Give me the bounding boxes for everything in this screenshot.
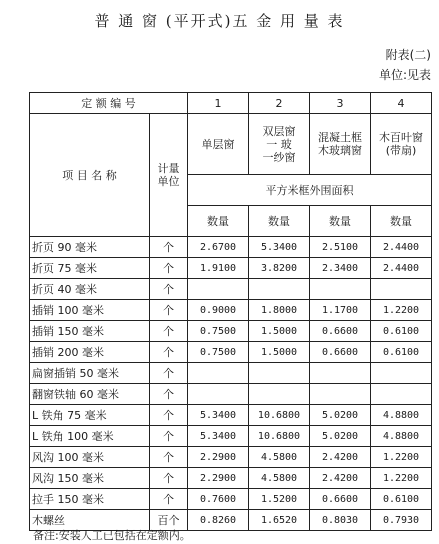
footnote: 备注:安装人工已包括在定额内。 [33,529,191,542]
qty-value-1: 0.7500 [188,321,249,342]
table-row [30,384,432,405]
qty-value-4: 4.8800 [371,405,432,426]
qty-value-4 [371,279,432,300]
qty-value-4: 0.7930 [371,510,432,531]
qty-value-3 [310,363,371,384]
table-row [30,321,432,342]
col-number-2: 2 [249,93,310,114]
qty-value-3: 0.6600 [310,489,371,510]
qty-value-4: 0.6100 [371,489,432,510]
qty-value-2: 5.3400 [249,237,310,258]
qty-label-2: 数量 [249,206,310,237]
item-name: L 铁角 75 毫米 [30,405,150,426]
col-number-4: 4 [371,93,432,114]
area-label: 平方米框外围面积 [188,175,432,206]
qty-value-3: 2.5100 [310,237,371,258]
item-name: 扁窗插销 50 毫米 [30,363,150,384]
col-number-1: 1 [188,93,249,114]
qty-value-3: 2.3400 [310,258,371,279]
table-row [30,363,432,384]
qty-value-4: 2.4400 [371,258,432,279]
item-unit: 个 [150,258,188,279]
item-unit: 个 [150,363,188,384]
qty-value-4: 2.4400 [371,237,432,258]
table-row [30,447,432,468]
qty-value-4: 0.6100 [371,342,432,363]
table-row [30,342,432,363]
qty-value-1: 5.3400 [188,405,249,426]
qty-value-1: 0.7500 [188,342,249,363]
item-unit: 个 [150,342,188,363]
qty-value-3: 2.4200 [310,447,371,468]
qty-value-3 [310,384,371,405]
qty-value-3: 1.1700 [310,300,371,321]
qty-value-2: 1.5200 [249,489,310,510]
qty-value-2: 1.6520 [249,510,310,531]
document-title: 普 通 窗 (平开式)五 金 用 量 表 [94,12,345,30]
hardware-usage-table [29,92,432,531]
qty-value-1: 1.9100 [188,258,249,279]
qty-value-4: 1.2200 [371,447,432,468]
item-name: 折页 90 毫米 [30,237,150,258]
qty-value-1 [188,279,249,300]
table-row [30,258,432,279]
appendix-label: 附表(二) [385,48,431,62]
qty-value-2: 10.6800 [249,405,310,426]
qty-value-2: 1.8000 [249,300,310,321]
qty-value-4: 4.8800 [371,426,432,447]
qty-value-2 [249,384,310,405]
qty-label-4: 数量 [371,206,432,237]
window-type-row [30,114,432,175]
qty-value-1: 0.9000 [188,300,249,321]
qty-value-3: 0.6600 [310,321,371,342]
qty-value-2: 1.5000 [249,342,310,363]
table-row [30,279,432,300]
qty-value-3: 5.0200 [310,426,371,447]
qty-value-1 [188,384,249,405]
item-name: 插销 100 毫米 [30,300,150,321]
table-row [30,489,432,510]
table-row [30,468,432,489]
qty-value-2 [249,279,310,300]
col-number-3: 3 [310,93,371,114]
item-unit: 个 [150,237,188,258]
unit-note: 单位:见表 [378,68,431,82]
item-name: L 铁角 100 毫米 [30,426,150,447]
qty-value-2: 4.5800 [249,447,310,468]
unit-label: 计量 单位 [150,114,188,237]
qty-value-2: 1.5000 [249,321,310,342]
quota-number-row [30,93,432,114]
qty-value-3: 2.4200 [310,468,371,489]
qty-value-4 [371,363,432,384]
item-name: 风沟 150 毫米 [30,468,150,489]
item-name: 木螺丝 [30,510,150,531]
col-type-1: 单层窗 [188,114,249,175]
item-unit: 个 [150,300,188,321]
item-name: 折页 75 毫米 [30,258,150,279]
qty-value-2: 4.5800 [249,468,310,489]
qty-label-1: 数量 [188,206,249,237]
item-name-label: 项 目 名 称 [30,114,150,237]
qty-value-1: 2.2900 [188,447,249,468]
item-unit: 百个 [150,510,188,531]
item-name: 风沟 100 毫米 [30,447,150,468]
item-unit: 个 [150,405,188,426]
item-unit: 个 [150,384,188,405]
qty-value-1: 5.3400 [188,426,249,447]
item-unit: 个 [150,489,188,510]
col-type-4: 木百叶窗 (带扇) [371,114,432,175]
qty-value-2: 3.8200 [249,258,310,279]
qty-value-1: 2.2900 [188,468,249,489]
item-name: 翻窗铁轴 60 毫米 [30,384,150,405]
qty-value-3 [310,279,371,300]
table-row [30,300,432,321]
item-unit: 个 [150,321,188,342]
item-unit: 个 [150,468,188,489]
col-type-3: 混凝土框 木玻璃窗 [310,114,371,175]
qty-value-1: 0.7600 [188,489,249,510]
item-name: 折页 40 毫米 [30,279,150,300]
qty-value-4: 1.2200 [371,468,432,489]
qty-value-3: 0.8030 [310,510,371,531]
qty-value-3: 5.0200 [310,405,371,426]
col-type-2: 双层窗 一 玻 一纱窗 [249,114,310,175]
table-row [30,405,432,426]
qty-value-1: 0.8260 [188,510,249,531]
qty-value-2: 10.6800 [249,426,310,447]
qty-label-3: 数量 [310,206,371,237]
item-name: 插销 150 毫米 [30,321,150,342]
item-unit: 个 [150,426,188,447]
qty-value-1 [188,363,249,384]
qty-value-3: 0.6600 [310,342,371,363]
qty-value-4: 1.2200 [371,300,432,321]
table-row [30,426,432,447]
item-unit: 个 [150,447,188,468]
qty-value-2 [249,363,310,384]
item-name: 拉手 150 毫米 [30,489,150,510]
quota-no-label: 定 额 编 号 [30,93,188,114]
item-name: 插销 200 毫米 [30,342,150,363]
qty-value-4: 0.6100 [371,321,432,342]
qty-value-1: 2.6700 [188,237,249,258]
table-row [30,237,432,258]
item-unit: 个 [150,279,188,300]
qty-value-4 [371,384,432,405]
